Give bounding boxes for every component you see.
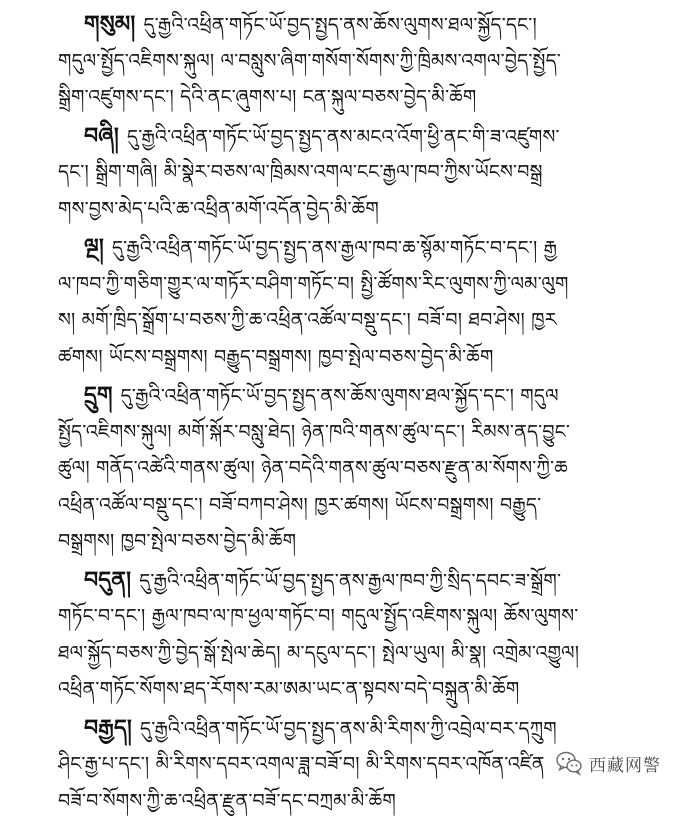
line-text: ཤིང་རྒྱ་པ་དང་། མི་རིགས་དབར་འགལ་ཟླ་བཟོ་བ། མི་རིགས་དབར་འཁོན་འཛིན bbox=[58, 753, 545, 775]
text-line bbox=[58, 783, 668, 820]
text-line bbox=[58, 118, 668, 155]
line-text: ཚུལ། གནོད་འཚེའི་གནས་ཚུལ། ཉེན་བདེའི་གནས་ཚུལ་བཅས་རྫུན་མ་སོགས་ཀྱི་ཆ bbox=[58, 457, 568, 479]
text-line bbox=[58, 302, 668, 339]
text-line bbox=[58, 635, 668, 672]
section-number: གསུམ། bbox=[84, 11, 136, 37]
article-section bbox=[58, 377, 668, 560]
article-section bbox=[58, 6, 668, 116]
text-line bbox=[58, 562, 668, 599]
text-line bbox=[58, 598, 668, 635]
line-text: སྤྱོད་འཇིགས་སྐུལ། མགོ་སྐོར་བསླུ་ཐེད། ཉེན་ཁའི་གནས་ཚུལ་དང་། རིམས་ནད་བྱུང་ bbox=[58, 420, 571, 443]
section-number: བཞི། bbox=[84, 122, 119, 149]
line-text: གདུལ་སྤྱོད་འཇིགས་སྐུལ། ལ་བསླུས་ཞིག་གསོག་སོགས་ཀྱི་ཁྲིམས་འགལ་བྱེད་སྤྱོད་ bbox=[58, 49, 561, 72]
line-text: དུ་རྒྱའི་འཕྲིན་གཏོང་ཡོ་བྱད་སྤྱད་ནས་ཆོས་ལུགས་ཐལ་སྐྱོད་དང་། གདུལ bbox=[120, 385, 559, 407]
text-line bbox=[58, 523, 668, 560]
line-text: དུ་རྒྱའི་འཕྲིན་གཏོང་ཡོ་བྱད་སྤྱད་ནས་མི་རིགས་ཀྱི་འབྲེལ་བར་དཀྲུག bbox=[140, 717, 557, 740]
line-text: དུ་རྒྱའི་འཕྲིན་གཏོང་ཡོ་བྱད་སྤྱད་ནས་མངའ་འོག་ཕྱི་ནང་གི་ཟ་འཛུགས་ bbox=[127, 125, 560, 148]
line-text: འཕྲིན་འཚོལ་བསྡུ་དང་། བཟོ་བཀབ་ཤེས། ཁྱར་ཚགས། ཡོངས་བསྒྲགས། བརྒྱུད་ bbox=[58, 493, 542, 516]
watermark-label: 西藏网警 bbox=[589, 755, 661, 776]
line-text: ཚགས། ཡོངས་བསྒྲགས། བརྒྱུད་བསྒྲགས། ཁྱབ་སྤེལ་བཅས་བྱེད་མི་ཆོག bbox=[58, 345, 494, 368]
line-text: དང་། སྒྲིག་གཞི། མི་སྣེར་བཅས་ལ་ཁྲིམས་འགལ་ངང་རྒྱལ་ཁབ་ཀྱིས་ཡོངས་བསྒྲ bbox=[58, 161, 543, 183]
wechat-icon bbox=[555, 750, 583, 776]
line-text: ཐལ་སྐྱོད་བཅས་ཀྱི་བྱེད་སྒོ་སྤེལ་ཆེད། མ་དངུལ་དང་། སྤེལ་ཡུལ། མི་སྣ། འགྲེམ་འགྱུལ། bbox=[58, 641, 580, 664]
line-text: འཕྲིན་གཏོང་སོགས་ཐད་རོགས་རམ་ཨམ་ཡང་ན་སྟབས་བདེ་བསྐྲུན་མི་ཆོག bbox=[58, 678, 520, 700]
line-text: དུ་རྒྱའི་འཕྲིན་གཏོང་ཡོ་བྱད་སྤྱད་ནས་རྒྱལ་ཁབ་ཆ་སྙོམ་གཏོང་བ་དང་། རྒྱ bbox=[111, 237, 558, 259]
text-line bbox=[58, 377, 668, 414]
line-text: བཟོ་བ་སོགས་ཀྱི་ཆ་འཕྲིན་རྫུན་བཟོ་དང་བཀྲམ་མི་ཆོག bbox=[58, 789, 396, 812]
document-body bbox=[58, 6, 668, 821]
text-line bbox=[58, 487, 668, 524]
text-line bbox=[58, 79, 668, 116]
line-text: ལ་ཁབ་ཀྱི་གཅིག་གྱུར་ལ་གཏོར་བཤིག་གཏོང་བ། སྤྱི་ཚོགས་རིང་ལུགས་ཀྱི་ལམ་ལུག bbox=[58, 272, 569, 295]
line-text: སྒྲིག་འཛུགས་དང་། དེའི་ནང་ཞུགས་པ། ངན་སྐུལ་བཅས་བྱེད་མི་ཆོག bbox=[58, 86, 477, 108]
section-number: བརྒྱད། bbox=[84, 714, 133, 741]
text-line bbox=[58, 339, 668, 376]
line-text: གས་བྱས་མེད་པའི་ཆ་འཕྲིན་མགོ་འདོན་བྱེད་མི་ཆོག bbox=[58, 197, 379, 220]
article-section bbox=[58, 229, 668, 375]
text-line bbox=[58, 710, 668, 747]
section-number: བདུན། bbox=[84, 566, 132, 593]
line-text: དུ་རྒྱའི་འཕྲིན་གཏོང་ཡོ་བྱད་སྤྱད་ནས་རྒྱལ་ཁབ་ཀྱི་སྲིད་དབང་ཟ་སྒྲོག་ bbox=[139, 569, 562, 592]
line-text: ས། མགོ་ཁྲིད་སྒྲོག་པ་བཅས་ཀྱི་ཆ་འཕྲིན་འཚོལ་བསྡུ་དང་། བཟོ་བ། ཐབ་ཤེས། ཁྱར bbox=[58, 309, 557, 331]
watermark bbox=[555, 748, 661, 778]
text-line bbox=[58, 43, 668, 80]
section-number: ལྔ། bbox=[84, 234, 104, 260]
text-line bbox=[58, 671, 668, 708]
text-line bbox=[58, 154, 668, 191]
text-line bbox=[58, 266, 668, 303]
section-number: དྲུག bbox=[84, 382, 113, 408]
article-section bbox=[58, 118, 668, 228]
text-line bbox=[58, 229, 668, 266]
line-text: དུ་རྒྱའི་འཕྲིན་གཏོང་ཡོ་བྱད་སྤྱད་ནས་ཆོས་ལུགས་ཐལ་སྐྱོད་དང་། bbox=[143, 14, 537, 36]
line-text: བསྒྲགས། ཁྱབ་སྤེལ་བཅས་བྱེད་མི་ཆོག bbox=[58, 530, 297, 552]
text-line bbox=[58, 414, 668, 451]
text-line bbox=[58, 450, 668, 487]
text-line bbox=[58, 191, 668, 228]
line-text: གཏོང་བ་དང་། རྒྱལ་ཁབ་ལ་ཁ་ཕྱལ་གཏོང་བ། གདུལ་སྤྱོད་འཇིགས་སྐུལ། ཆོས་ལུགས་ bbox=[58, 605, 579, 627]
text-line bbox=[58, 6, 668, 43]
article-section bbox=[58, 562, 668, 708]
